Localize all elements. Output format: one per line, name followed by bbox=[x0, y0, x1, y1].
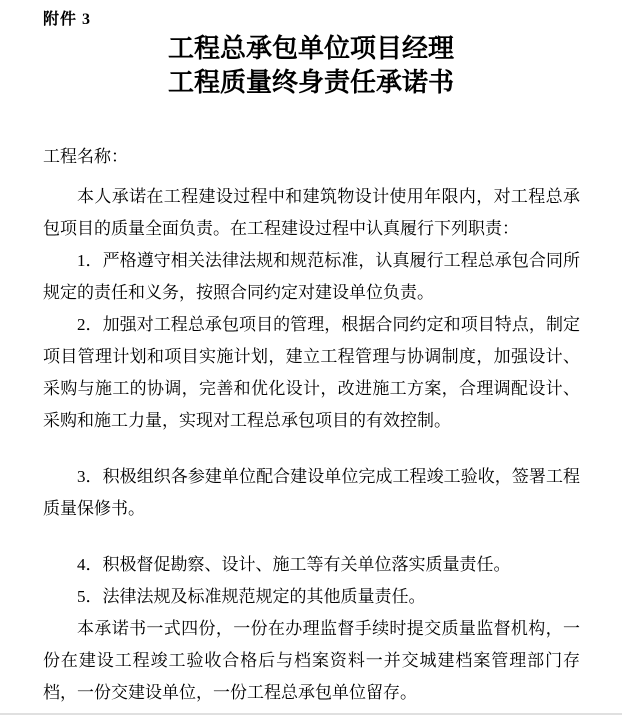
list-item-5: 5．法律法规及标准规范规定的其他质量责任。 bbox=[77, 587, 426, 606]
document-title-line2: 工程质量终身责任承诺书 bbox=[167, 68, 454, 97]
document-title bbox=[0, 32, 622, 100]
paragraph-intro: 本人承诺在工程建设过程中和建筑物设计使用年限内，对工程总承包项目的质量全面负责。在工程建设过程中认真履行下列职责： bbox=[43, 187, 580, 238]
list-item-3: 3．积极组织各参建单位配合建设单位完成工程竣工验收，签署工程质量保修书。 bbox=[43, 467, 580, 518]
project-name-label: 工程名称： bbox=[43, 147, 128, 166]
list-item-1: 1．严格遵守相关法律法规和规范标准，认真履行工程总承包合同所规定的责任和义务，按照合同约定对建设单位负责。 bbox=[43, 251, 580, 302]
attachment-label: 附件 3 bbox=[43, 11, 92, 28]
document-title-line1: 工程总承包单位项目经理 bbox=[167, 34, 454, 63]
paragraph-closing: 本承诺书一式四份，一份在办理监督手续时提交质量监督机构，一份在建设工程竣工验收合格后与档案资料一并交城建档案管理部门存档，一份交建设单位，一份工程总承包单位留存。 bbox=[43, 619, 580, 702]
list-item-2: 2．加强对工程总承包项目的管理，根据合同约定和项目特点，制定项目管理计划和项目实施计划，建立工程管理与协调制度，加强设计、采购与施工的协调，完善和优化设计，改进施工方案，合理调配设计、采购和施工力量，实现对工程总承包项目的有效控制。 bbox=[43, 315, 580, 430]
page-bottom-divider bbox=[0, 713, 622, 715]
document-body bbox=[43, 141, 580, 709]
list-item-4: 4．积极督促勘察、设计、施工等有关单位落实质量责任。 bbox=[77, 555, 511, 574]
